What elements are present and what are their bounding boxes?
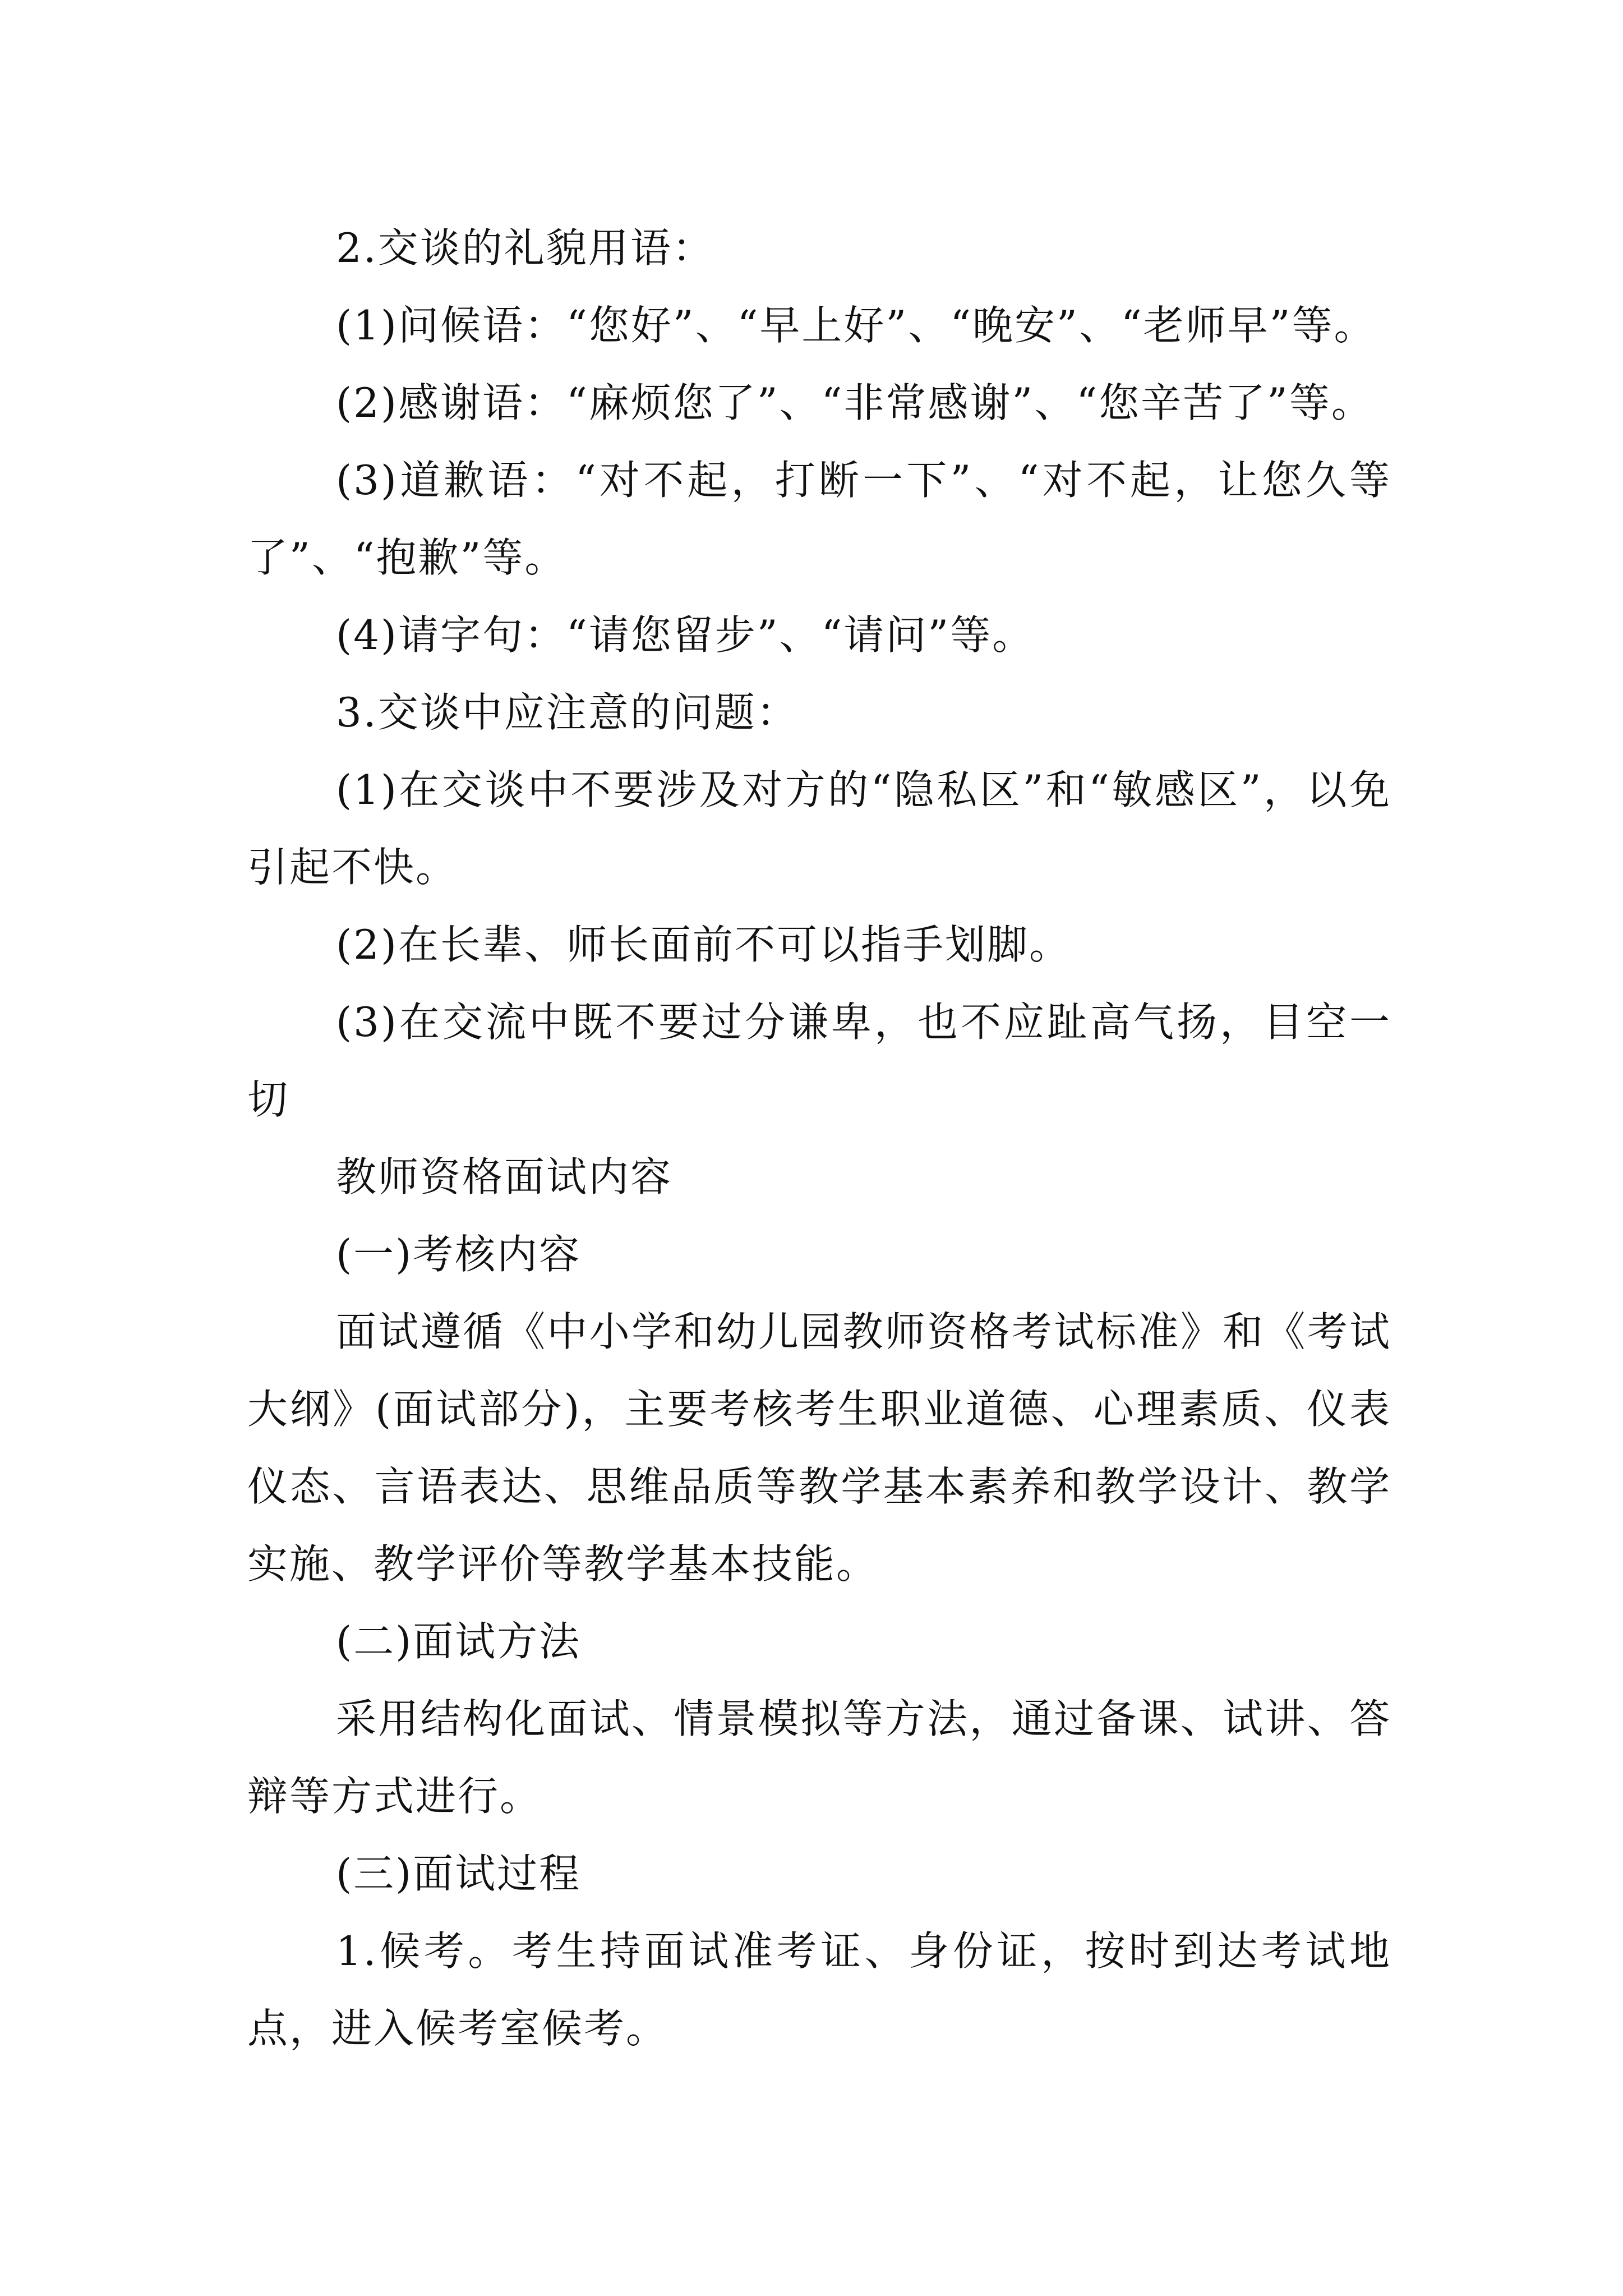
heading-conversation-notes: 3.交谈中应注意的问题： xyxy=(336,689,799,736)
interview-method-text: 采用结构化面试、情景模拟等方法，通过备课、试讲、答辩等方式进行。 xyxy=(247,1695,1391,1820)
subheading-interview-method: (二)面试方法 xyxy=(336,1618,582,1665)
thanks-phrases: (2)感谢语：“麻烦您了”、“非常感谢”、“您辛苦了”等。 xyxy=(336,379,1373,426)
please-phrases: (4)请字句：“请您留步”、“请问”等。 xyxy=(336,611,1035,659)
note-humility: (3)在交流中既不要过分谦卑，也不应趾高气扬，目空一切 xyxy=(247,999,1391,1123)
note-privacy: (1)在交谈中不要涉及对方的“隐私区”和“敏感区”，以免引起不快。 xyxy=(247,766,1391,891)
process-step-waiting: 1.候考。考生持面试准考证、身份证，按时到达考试地点，进入候考室候考。 xyxy=(247,1927,1391,2052)
greeting-phrases: (1)问候语：“您好”、“早上好”、“晚安”、“老师早”等。 xyxy=(336,302,1376,349)
note-gestures: (2)在长辈、师长面前不可以指手划脚。 xyxy=(336,921,1071,968)
heading-courtesy-phrases: 2.交谈的礼貌用语： xyxy=(336,224,714,272)
section-title-interview: 教师资格面试内容 xyxy=(336,1153,673,1200)
subheading-assessment-content: (一)考核内容 xyxy=(336,1231,582,1278)
assessment-content-text: 面试遵循《中小学和幼儿园教师资格考试标准》和《考试大纲》(面试部分)，主要考核考生职业道德、心理素质、仪表仪态、言语表达、思维品质等教学基本素养和教学设计、教学实施、教学评价等教学基本技能。 xyxy=(247,1308,1391,1588)
document-body xyxy=(247,209,1391,2067)
subheading-interview-process: (三)面试过程 xyxy=(336,1850,582,1897)
apology-phrases: (3)道歉语：“对不起，打断一下”、“对不起，让您久等了”、“抱歉”等。 xyxy=(247,457,1391,581)
